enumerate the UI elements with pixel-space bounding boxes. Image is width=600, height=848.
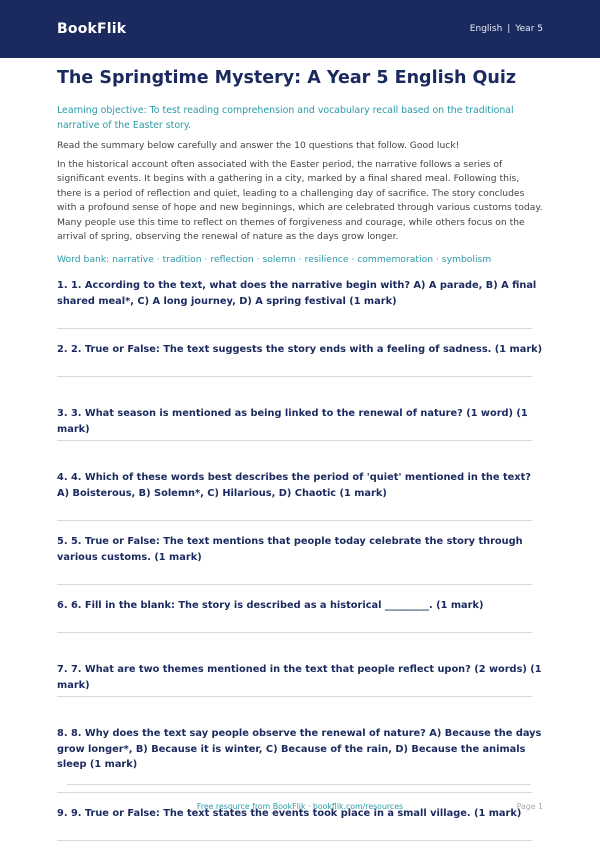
question-item: [57, 726, 544, 806]
question-text: 5. 5. True or False: The text mentions that people today celebrate the story through various customs. (1 mark): [57, 536, 523, 563]
question-text: 3. 3. What season is mentioned as being linked to the renewal of nature? (1 word) (1 mark): [57, 408, 528, 435]
question-item: [57, 806, 544, 848]
answer-line[interactable]: [57, 840, 532, 841]
brand-logo-text[interactable]: BookFlik: [57, 21, 127, 37]
subject-level-label: [470, 24, 543, 34]
subject-label: English: [469, 24, 503, 34]
worksheet-body: [57, 58, 544, 848]
learning-objective: Learning objective: To test reading comprehension and vocabulary recall based on the traditional narrative of the Easter story.: [57, 105, 514, 131]
footer-credit[interactable]: Free resource from BookFlik · bookflik.com/resources: [196, 802, 404, 811]
question-item: [57, 342, 544, 406]
question-list: [57, 278, 544, 848]
answer-line[interactable]: [57, 376, 532, 377]
question-item: [57, 534, 544, 598]
question-item: [57, 662, 544, 726]
header-separator: |: [507, 24, 511, 34]
page-title: The Springtime Mystery: A Year 5 English Quiz: [57, 68, 517, 88]
answer-line[interactable]: [57, 696, 532, 697]
answer-line[interactable]: [57, 792, 532, 793]
reading-summary: In the historical account often associated with the Easter period, the narrative follows a series of significant events. It begins with a gathering in a city, marked by a final shared meal. Following this, there is a period of reflection and quiet, leading to a challenging day of sacrifice. The story concludes with a profound sense of hope and new beginnings, which are celebrated through various customs today. Many people use this time to reflect on themes of forgiveness and courage, while others focus on the arrival of spring, observing the renewal of nature as the days grow longer.: [57, 159, 543, 243]
footer-divider: [67, 784, 531, 785]
question-text: 1. 1. According to the text, what does the narrative begin with? A) A parade, B) A final shared meal*, C) A long journey, D) A spring festival (1 mark): [57, 280, 537, 307]
question-item: [57, 598, 544, 662]
answer-line[interactable]: [57, 328, 532, 329]
answer-line[interactable]: [57, 440, 532, 441]
answer-line[interactable]: [57, 584, 532, 585]
question-text: 4. 4. Which of these words best describes the period of 'quiet' mentioned in the text? A) Boisterous, B) Solemn*, C) Hilarious, D) Chaotic (1 mark): [57, 472, 531, 499]
question-text: 8. 8. Why does the text say people observe the renewal of nature? A) Because the days grow longer*, B) Because it is winter, C) Because of the rain, D) Because the animals sleep (1 mark): [57, 728, 542, 771]
answer-line[interactable]: [57, 520, 532, 521]
top-banner: [0, 0, 600, 58]
instructions-text: Read the summary below carefully and answer the 10 questions that follow. Good luck!: [57, 140, 460, 151]
question-text: 7. 7. What are two themes mentioned in the text that people reflect upon? (2 words) (1 mark): [57, 664, 542, 691]
question-item: [57, 278, 544, 342]
question-text: 9. 9. True or False: The text states the events took place in a small village. (1 mark): [57, 808, 522, 820]
answer-line[interactable]: [57, 632, 532, 633]
page-number: Page 1: [516, 802, 543, 811]
question-item: [57, 470, 544, 534]
question-text: 2. 2. True or False: The text suggests the story ends with a feeling of sadness. (1 mark): [57, 344, 543, 356]
question-item: [57, 406, 544, 470]
word-bank: Word bank: narrative · tradition · reflection · solemn · resilience · commemoration · symbolism: [57, 254, 492, 266]
question-text: 6. 6. Fill in the blank: The story is described as a historical _________. (1 mark): [57, 600, 484, 612]
level-label: Year 5: [515, 24, 543, 34]
